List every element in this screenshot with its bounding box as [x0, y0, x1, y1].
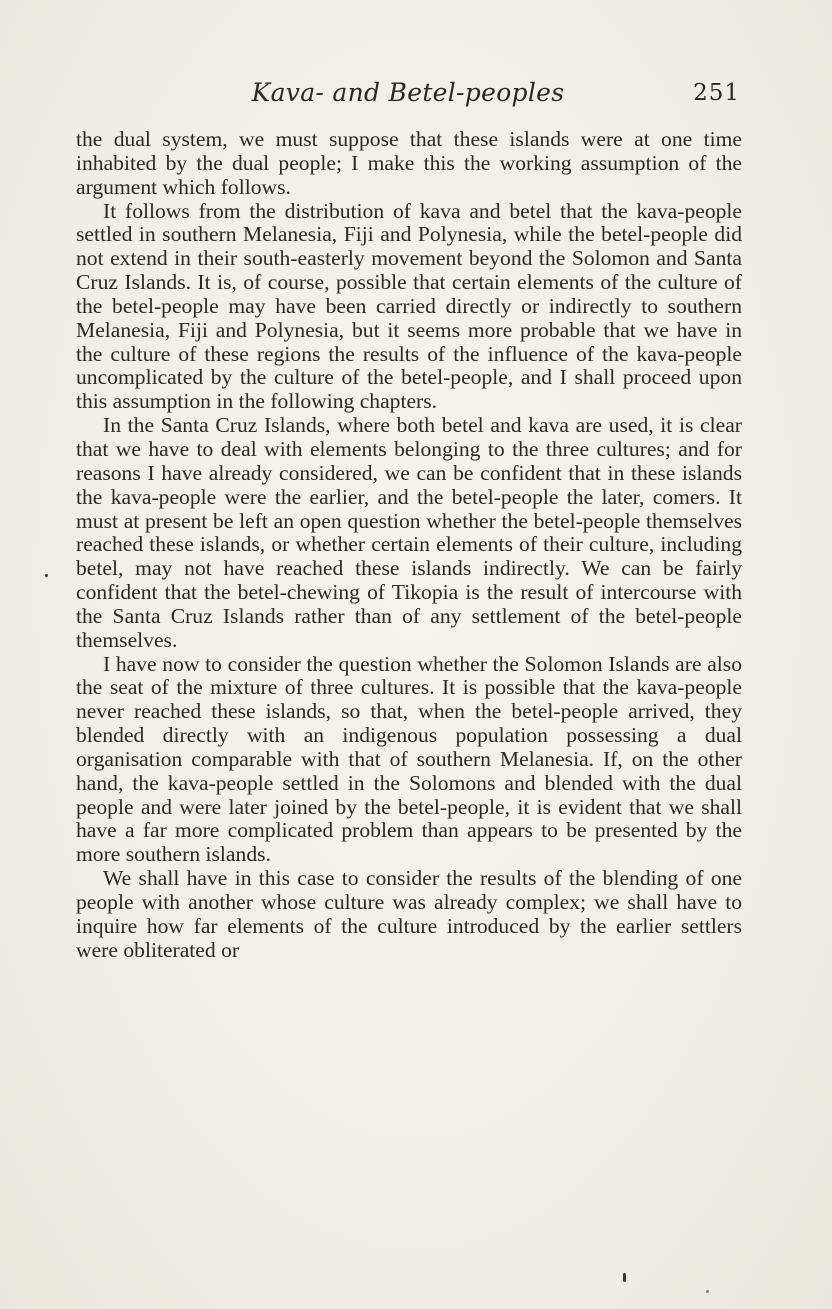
page-header	[76, 76, 740, 112]
body-text	[76, 128, 742, 963]
paragraph: In the Santa Cruz Islands, where both betel and kava are used, it is clear that we have to deal with elements belonging to the three cultures; and for reasons I have already considered, we can be confident that in these islands the kava-people were the earlier, and the betel-people the later, comers. It must at present be left an open question whether the betel-people themselves reached these islands, or whether certain elements of their culture, including betel, may not have reached these islands indirectly. We can be fairly confident that the betel-chewing of Tikopia is the result of intercourse with the Santa Cruz Islands rather than of any settlement of the betel-people themselves.	[76, 413, 742, 652]
running-title: Kava- and Betel-peoples	[251, 78, 565, 107]
paragraph: the dual system, we must suppose that these islands were at one time inhabited by the dual people; I make this the working assumption of the argument which follows.	[76, 127, 742, 199]
paragraph: We shall have in this case to consider the results of the blending of one people with another whose culture was already complex; we shall have to inquire how far elements of the culture introduced by the earlier settlers were obliterated or	[76, 866, 742, 962]
paragraph: It follows from the distribution of kava and betel that the kava-people settled in southern Melanesia, Fiji and Polynesia, while the betel-people did not extend in their south-easterly movement beyond the Solomon and Santa Cruz Islands. It is, of course, possible that certain elements of the culture of the betel-people may have been carried directly or indirectly to southern Melanesia, Fiji and Polynesia, but it seems more probable that we have in the culture of these regions the results of the influence of the kava-people uncomplicated by the culture of the betel-people, and I shall proceed upon this assumption in the following chapters.	[76, 198, 742, 414]
ink-speck	[45, 574, 48, 577]
paragraph: I have now to consider the question whether the Solomon Islands are also the seat of the mixture of three cultures. It is possible that the kava-people never reached these islands, so that, when the betel-people arrived, they blended directly with an indigenous population possessing a dual organisation comparable with that of southern Melanesia. If, on the other hand, the kava-people settled in the Solomons and blended with the dual people and were later joined by the betel-people, it is evident that we shall have a far more complicated problem than appears to be presented by the more southern islands.	[76, 651, 742, 867]
ink-speck	[623, 1273, 626, 1282]
ink-speck	[706, 1290, 709, 1293]
page-number: 251	[693, 80, 740, 106]
